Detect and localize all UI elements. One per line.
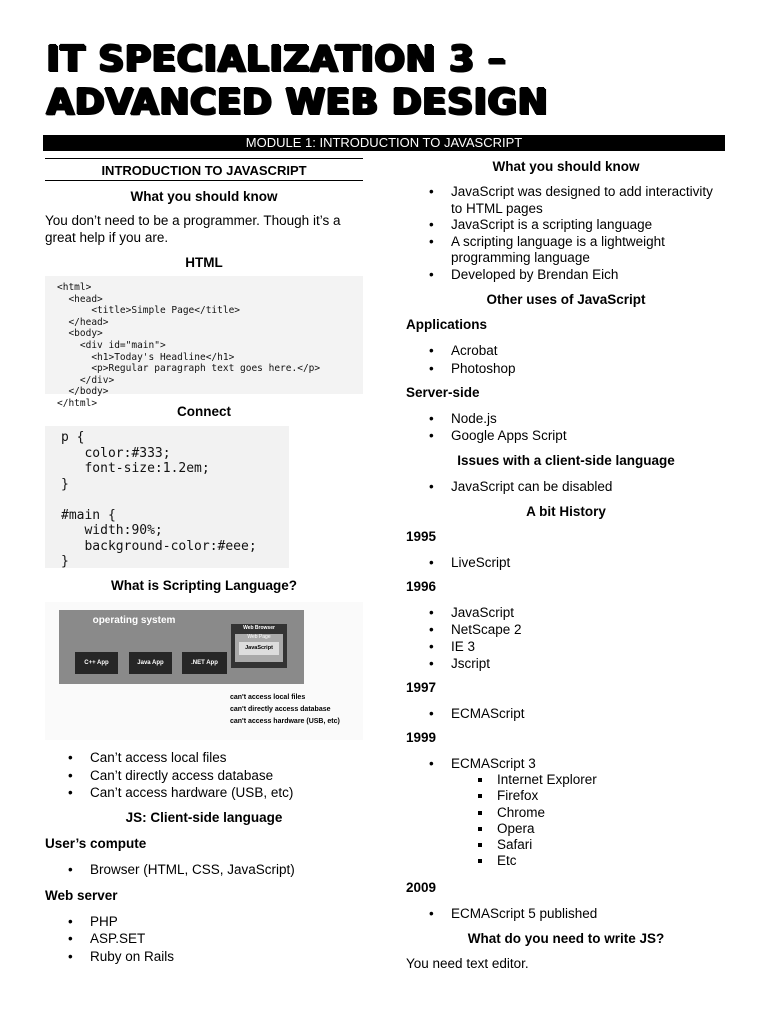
year-1996: 1996 — [406, 579, 437, 594]
connect-heading: Connect — [177, 404, 231, 419]
list-item: • Jscript — [451, 655, 726, 672]
module-banner: MODULE 1: INTRODUCTION TO JAVASCRIPT — [43, 135, 725, 151]
title-line-2: ADVANCED WEB DESIGN — [46, 82, 548, 123]
list-item: • Developed by Brendan Eich — [451, 267, 726, 284]
list-item: • Node.js — [451, 410, 726, 427]
html-code-sample: <html> <head> <title>Simple Page</title> </head> <body> <div id="main"> <h1>Today's Headline</h1> <p>Regular paragraph text goes here.</p> </div> </body> </html> — [45, 276, 363, 394]
os-box — [59, 610, 304, 684]
year-1997: 1997 — [406, 680, 437, 695]
write-js-heading: What do you need to write JS? — [467, 930, 665, 946]
cant-note: can't access hardware (USB, etc) — [230, 718, 340, 725]
web-server-heading: Web server — [45, 887, 118, 903]
server-list — [45, 913, 363, 966]
list-item: • ASP.SET — [90, 930, 363, 948]
know-heading-left: What you should know — [130, 189, 278, 204]
users-compute-heading: User’s compute — [45, 835, 147, 851]
client-side-heading: JS: Client-side language — [125, 809, 283, 825]
list-item: Internet Explorer — [497, 772, 726, 788]
web-page-box — [235, 634, 283, 662]
web-browser-label: Web Browser — [243, 625, 275, 631]
year-1996-list — [406, 604, 726, 672]
list-item: • Browser (HTML, CSS, JavaScript) — [90, 861, 363, 878]
year-1995-list — [406, 554, 726, 571]
list-item: • ECMAScript 5 published — [451, 905, 726, 922]
list-item: Chrome — [497, 805, 726, 821]
title-line-1: IT SPECIALIZATION 3 – — [46, 39, 506, 80]
year-1999-sublist — [406, 772, 726, 870]
list-item: • IE 3 — [451, 638, 726, 655]
list-item: • Can’t access local files — [90, 749, 363, 767]
cant-list — [45, 749, 363, 802]
list-item: • Photoshop — [451, 360, 726, 378]
list-item: Etc — [497, 853, 726, 869]
scripting-heading: What is Scripting Language? — [110, 578, 297, 593]
list-item: • Acrobat — [451, 342, 726, 360]
intro-heading: INTRODUCTION TO JAVASCRIPT — [45, 158, 363, 181]
list-item: • JavaScript — [451, 604, 726, 621]
javascript-box: JavaScript — [239, 642, 279, 655]
know-heading-right: What you should know — [492, 159, 640, 174]
list-item: • Ruby on Rails — [90, 948, 363, 966]
year-1999-list — [406, 755, 726, 772]
list-item: • NetScape 2 — [451, 621, 726, 638]
dotnet-app-box: .NET App — [182, 652, 227, 674]
right-column — [406, 158, 726, 972]
server-side-list — [406, 410, 726, 444]
list-item: • JavaScript can be disabled — [451, 478, 726, 495]
year-1999: 1999 — [406, 730, 437, 745]
know-list — [406, 184, 726, 283]
list-item: • Can’t access hardware (USB, etc) — [90, 784, 363, 802]
cant-note: can't directly access database — [230, 706, 331, 713]
list-item: • ECMAScript — [451, 705, 726, 722]
list-item: • JavaScript was designed to add interactivity to HTML pages — [451, 184, 726, 217]
issues-heading: Issues with a client-side language — [457, 453, 675, 468]
left-column — [45, 158, 363, 965]
year-1997-list — [406, 705, 726, 722]
list-item: • PHP — [90, 913, 363, 931]
web-page-label: Web Page — [247, 634, 271, 640]
document-title — [46, 38, 736, 124]
css-code-sample: p { color:#333; font-size:1.2em; } #main { width:90%; background-color:#eee; } — [45, 426, 289, 568]
applications-heading: Applications — [406, 317, 488, 332]
year-2009-list — [406, 905, 726, 922]
know-text: You don’t need to be a programmer. Though it’s a great help if you are. — [45, 213, 341, 245]
list-item: • JavaScript is a scripting language — [451, 217, 726, 234]
html-heading: HTML — [185, 255, 223, 270]
list-item: • Can’t directly access database — [90, 767, 363, 785]
list-item: • A scripting language is a lightweight programming language — [451, 234, 726, 267]
year-2009: 2009 — [406, 879, 437, 895]
list-item: Opera — [497, 821, 726, 837]
server-side-heading: Server-side — [406, 385, 480, 400]
apps-list — [406, 342, 726, 377]
list-item: • LiveScript — [451, 554, 726, 571]
write-js-text: You need text editor. — [406, 955, 529, 971]
cant-note: can't access local files — [230, 694, 306, 701]
list-item: Safari — [497, 837, 726, 853]
java-app-box: Java App — [129, 652, 172, 674]
list-item: • Google Apps Script — [451, 427, 726, 444]
year-1995: 1995 — [406, 529, 437, 544]
cpp-app-box: C++ App — [75, 652, 118, 674]
list-item: • ECMAScript 3 — [451, 755, 726, 772]
issues-list — [406, 478, 726, 495]
other-uses-heading: Other uses of JavaScript — [486, 292, 646, 307]
os-label: operating system — [92, 615, 176, 626]
web-browser-box — [231, 624, 287, 668]
list-item: Firefox — [497, 788, 726, 804]
users-list — [45, 861, 363, 878]
history-heading: A bit History — [526, 504, 606, 519]
scripting-diagram — [45, 602, 363, 740]
